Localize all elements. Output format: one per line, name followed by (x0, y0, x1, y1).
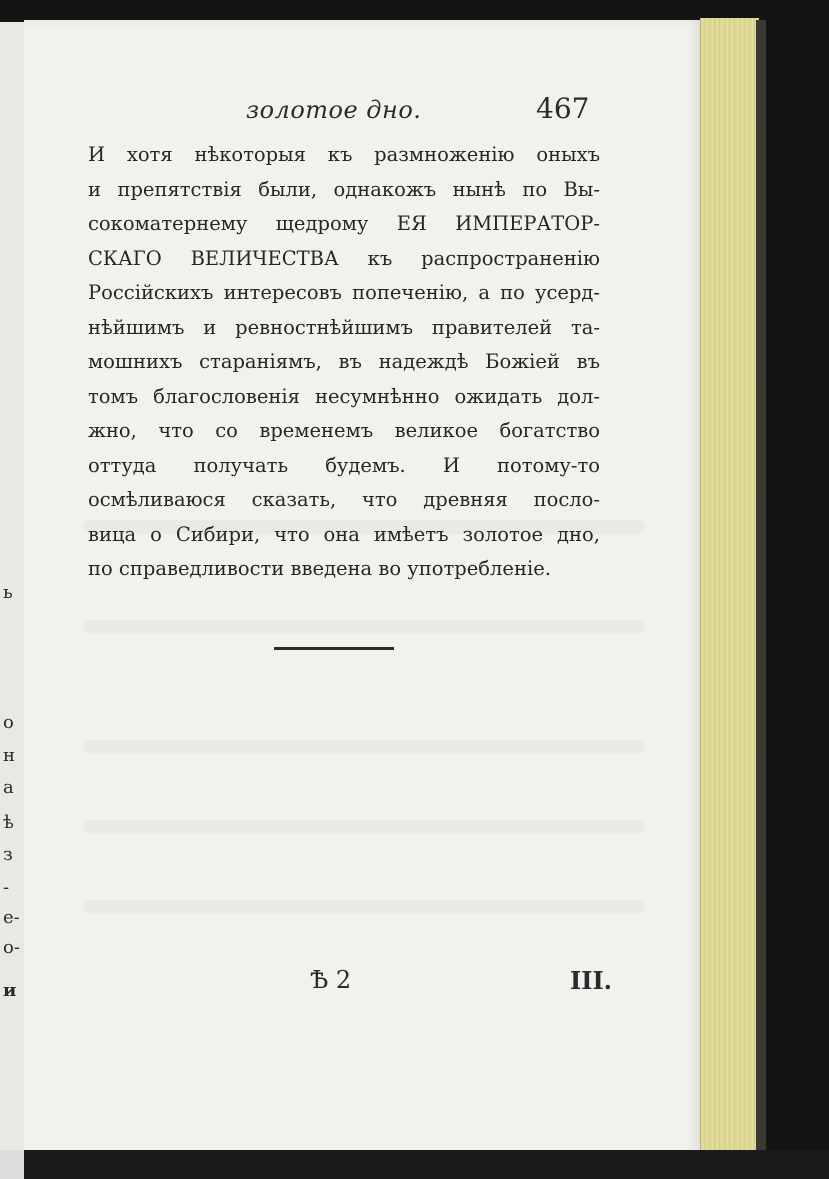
left-page-fragment (0, 22, 26, 1150)
left-fragment-6: - (3, 877, 10, 898)
signature-mark: Ѣ 2 (310, 966, 352, 994)
text-line: и препятствія были, однакожъ нынѣ по Вы- (88, 177, 600, 201)
text-line: мошнихъ стараніямъ, въ надеждѣ Божіей въ (88, 350, 600, 373)
scan-corner (0, 1150, 24, 1179)
text-line: вица о Сибири, что она имѣетъ золотое дно, (88, 522, 600, 546)
page-edge-shadow (756, 20, 766, 1150)
page-number: 467 (536, 92, 590, 125)
text-line: нѣйшимъ и ревностнѣйшимъ правителей та- (88, 315, 600, 339)
text-line: томъ благословенія несумнѣнно ожидать дол- (88, 384, 600, 408)
text-line: И хотя нѣкоторыя къ размноженію оныхъ (88, 143, 600, 166)
text-line: по справедливости введена во употребленіе. (88, 557, 551, 580)
show-through (84, 820, 644, 834)
text-line: осмѣливаюся сказать, что древняя посло- (88, 488, 600, 511)
text-line: СКАГО ВЕЛИЧЕСТВА къ распространенію (88, 246, 600, 270)
book-page (24, 20, 700, 1160)
section-rule (274, 647, 394, 650)
text-line: жно, что со временемъ великое богатство (88, 419, 600, 442)
left-fragment-4: ѣ (3, 812, 14, 833)
left-fragment-9: и (3, 980, 17, 1001)
left-fragment-5: з (3, 844, 13, 865)
left-fragment-8: о- (3, 937, 20, 958)
body-text (88, 138, 600, 587)
show-through (84, 900, 644, 914)
text-line: сокоматернему щедрому ЕЯ ИМПЕРАТОР- (88, 212, 600, 235)
left-fragment-3: а (3, 777, 14, 798)
text-line: Россійскихъ интересовъ попеченію, а по усерд- (88, 281, 600, 304)
text-line: оттуда получать будемъ. И потому-то (88, 453, 600, 477)
catchword: III. (570, 966, 613, 995)
left-fragment-1: о (3, 712, 14, 733)
gilt-page-edges (700, 18, 759, 1150)
left-fragment-7: е- (3, 907, 20, 928)
running-head (24, 88, 700, 128)
show-through (84, 740, 644, 754)
scan-background (0, 1150, 829, 1179)
left-fragment-0: ь (3, 582, 13, 603)
left-fragment-2: н (3, 745, 15, 766)
running-head-title: золотое дно. (246, 96, 422, 124)
show-through (84, 620, 644, 634)
